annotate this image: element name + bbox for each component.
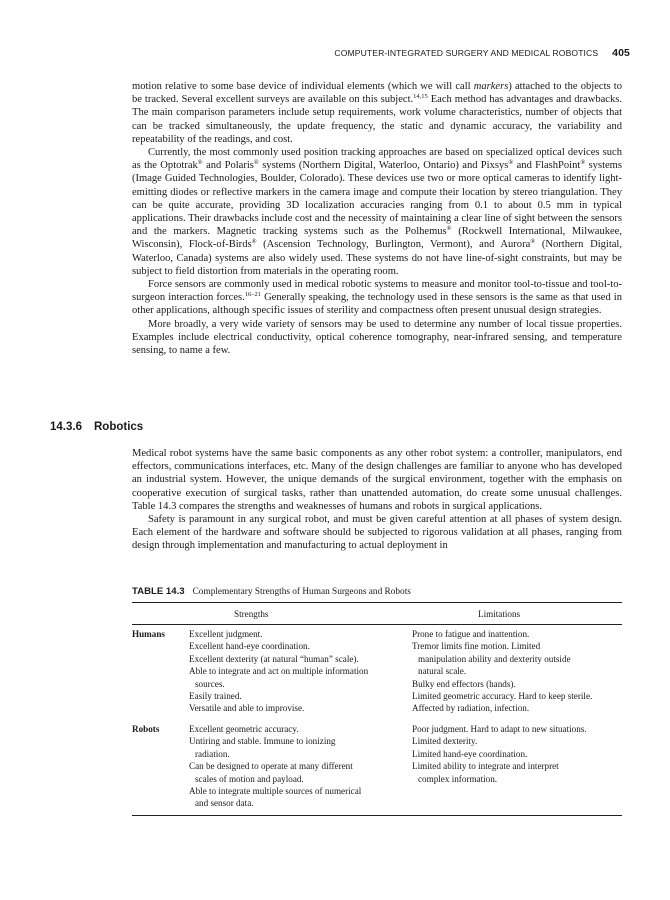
table-cell-line: Untiring and stable. Immune to ionizing [189,736,336,747]
table-cell-line: Easily trained. [189,691,242,702]
table-cell-line: Excellent hand-eye coordination. [189,641,310,652]
paragraph-tracking-systems: Currently, the most commonly used position tracking approaches are based on specialized optical devices such as the Optotrak® and Polaris® systems (Northern Digital, Waterloo, Ontario) and Pixsys® and FlashPoint® systems (Image Guided Technologies, Boulder, Colorado). These devices use two or more optical cameras to identify light-emitting diodes or reflective markers in the camera image and compute their location by stereo triangulation. They can be quite accurate, providing 3D localization accuracies ranging from 0.1 to about 0.5 mm in typical applications. Their drawbacks include cost and the necessity of maintaining a clear line of sight between the sensors and the markers. Magnetic tracking systems such as the Polhemus® (Rockwell International, Milwaukee, Wisconsin), Flock-of-Birds® (Ascension Technology, Burlington, Vermont), and Aurora® (Northern Digital, Waterloo, Canada) systems are also widely used. These systems do not have line-of-sight constraints, but may be subject to field distortion from materials in the operating room. [132,147,623,277]
table-cell-line: Limited hand-eye coordination. [412,748,528,759]
table-cell-line: and sensor data. [195,798,254,809]
table-cell-line: Prone to fatigue and inattention. [412,629,530,639]
table-cell-line: Tremor limits fine motion. Limited [412,641,541,652]
table-cell-line: complex information. [418,773,498,784]
paragraph-force-sensors: Force sensors are commonly used in medical robotic systems to measure and monitor tool-to-tissue and tool-to-surgeon interaction forces.$^{16-21}$ Generally speaking, the technology used in these sensors is the same as that used in other applications, although specific issues of sterility and compactness often present unusual design strategies. [132,279,622,317]
table-cell-line: Limited dexterity. [412,736,478,747]
table-caption [132,586,411,597]
table-cell-line: Poor judgment. Hard to adapt to new situations. [412,724,587,734]
table-cell-line: Versatile and able to improvise. [189,703,305,714]
table-header-rule [132,624,622,625]
table-cell-line: natural scale. [418,666,467,677]
humans-strengths-cell [189,628,409,715]
table-cell-line: Affected by radiation, infection. [412,703,530,714]
running-head [334,47,630,59]
section-title: Robotics [93,421,144,433]
table-cell-line: Limited geometric accuracy. Hard to keep sterile. [412,691,593,702]
paragraph-tissue-sensors: More broadly, a very wide variety of sensors may be used to determine any number of local tissue properties. Examples include electrical conductivity, optical coherence tomography, near-infrared sensing, and temperature sensing, to name a few. [132,318,622,357]
table-cell-line: Excellent dexterity (at natural “human” scale). [189,653,359,664]
row-label-robots: Robots [132,724,160,734]
section-number: 14.3.6 [50,421,82,433]
table-cell-line: Bulky end effectors (hands). [412,678,516,689]
paragraph-tracking-intro: motion relative to some base device of individual elements (which we will call markers) attached to the objects to be tracked. Several excellent surveys are available on this subject.$^{14,15}$ Each method has advantages and drawbacks. The main comparison parameters include setup requirements, work volume characteristics, number of objects that can be tracked simultaneously, the update frequency, the static and dynamic accuracy, the variability and repeatability of the readings, and cost. [132,81,622,145]
table-cell-line: Excellent judgment. [189,629,263,639]
robots-strengths-cell [189,723,409,810]
table-label: TABLE 14.3 [132,586,185,597]
robots-limitations-cell [412,723,624,785]
table-cell-line: Excellent geometric accuracy. [189,724,299,734]
section-heading [50,421,143,433]
column-header-limitations: Limitations [478,609,521,619]
row-label-humans: Humans [132,629,165,639]
paragraph-robot-components: Medical robot systems have the same basic components as any other robot system: a controller, manipulators, end effectors, communications interfaces, etc. Many of the design challenges are familiar to anyone who has developed an industrial system. However, the unique demands of the surgical environment, together with the emphasis on cooperative execution of surgical tasks, rather than unattended automation, do create some unusual challenges. Table 14.3 compares the strengths and weaknesses of humans and robots in surgical applications. [132,448,622,512]
page-number: 405 [612,47,630,59]
body-text-top [132,80,622,357]
table-cell-line: Able to integrate multiple sources of numerical [189,786,362,797]
table-cell-line: radiation. [195,748,230,759]
table-cell-line: Limited ability to integrate and interpret [412,761,559,772]
body-text-robotics [132,447,622,553]
table-cell-line: Able to integrate and act on multiple information [189,666,369,677]
table-cell-line: Can be designed to operate at many different [189,761,353,772]
table-cell-line: manipulation ability and dexterity outside [418,653,571,664]
table-top-rule [132,602,622,603]
table-title: Complementary Strengths of Human Surgeons and Robots [192,587,411,597]
humans-limitations-cell [412,628,624,715]
table-cell-line: sources. [195,678,225,689]
table-bottom-rule [132,815,622,816]
column-header-strengths: Strengths [234,609,269,619]
running-title: COMPUTER-INTEGRATED SURGERY AND MEDICAL ROBOTICS [334,48,599,58]
table-cell-line: scales of motion and payload. [195,773,304,784]
paragraph-safety: Safety is paramount in any surgical robot, and must be given careful attention at all phases of system design. Each element of the hardware and software should be subjected to rigorous validation at all phases, ranging from design through implementation and manufacturing to actual deployment in [132,514,622,552]
